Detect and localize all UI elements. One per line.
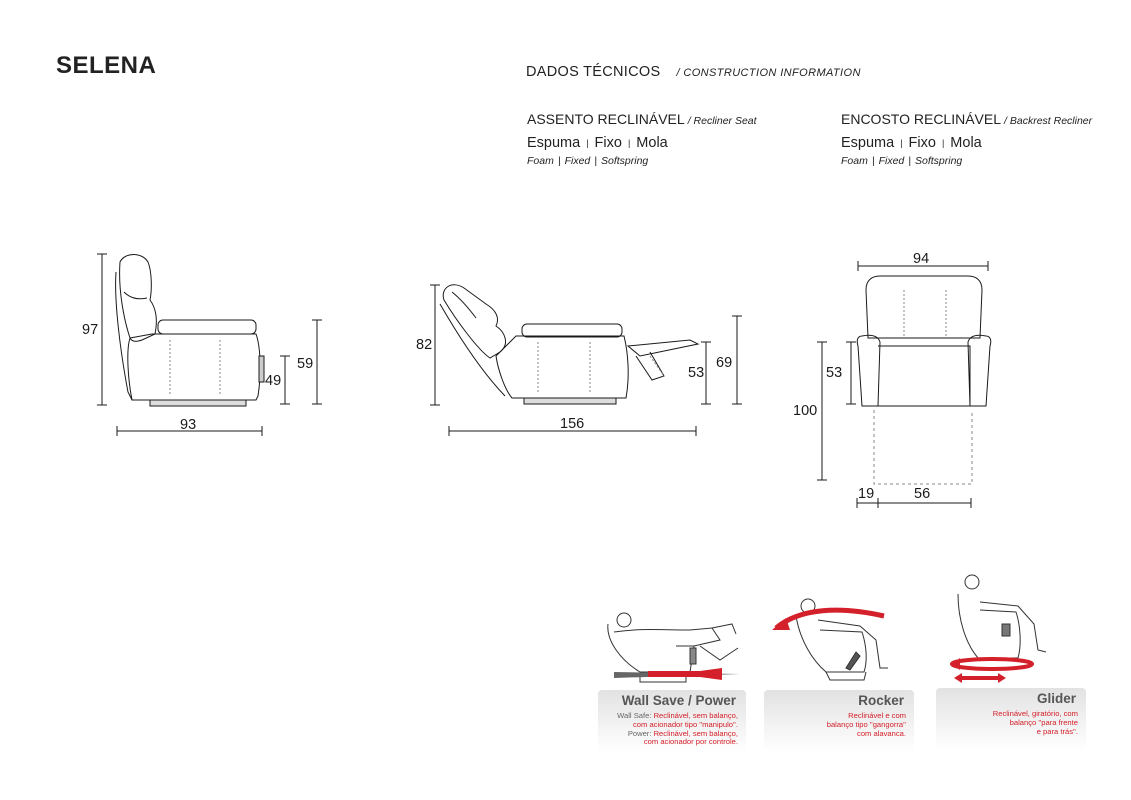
mechanism-card-wall-save — [598, 690, 746, 752]
reclined-dimension-lines — [430, 285, 742, 436]
tech-heading-pt: DADOS TÉCNICOS — [526, 64, 661, 80]
mechanism-line: com alavanca. — [857, 728, 906, 738]
mechanism-card-rocker — [764, 690, 914, 752]
mechanism-line: e para trás''. — [1036, 726, 1078, 736]
seat-materials: Espuma | Fixo | Mola — [527, 135, 668, 151]
front-width-label: 94 — [913, 251, 930, 267]
side-width-label: 93 — [180, 417, 197, 433]
side-arm-height-label: 59 — [297, 356, 314, 372]
backrest-title-en: / Backrest Recliner — [1004, 115, 1093, 127]
tech-heading-en: / CONSTRUCTION INFORMATION — [676, 67, 861, 79]
backrest-material-fixed-en: Fixed — [878, 155, 905, 167]
front-dimension-lines — [817, 261, 988, 508]
reclined-seat-height-label: 53 — [688, 365, 705, 381]
wall-save-arrow — [614, 668, 740, 680]
reclined-view-drawing — [440, 285, 698, 404]
mechanism-description — [617, 712, 738, 747]
product-title: SELENA — [56, 52, 157, 79]
mechanism-line: Reclinável, sem balanço, — [653, 728, 738, 738]
side-view-drawing — [116, 255, 264, 407]
backrest-materials: Espuma | Fixo | Mola — [841, 135, 982, 151]
mechanism-description — [827, 712, 906, 738]
backrest-materials-en: Foam | Fixed | Softspring — [841, 155, 963, 167]
backrest-material-spring-en: Softspring — [915, 155, 963, 167]
reclined-arm-height-label: 69 — [716, 355, 733, 371]
reclined-height-label: 82 — [416, 337, 433, 353]
rocker-arrow — [772, 610, 884, 630]
seat-material-foam-en: Foam — [527, 155, 554, 167]
backrest-material-fixed: Fixo — [908, 135, 936, 151]
front-depth-label: 100 — [793, 403, 818, 419]
mechanism-title: Glider — [1036, 691, 1076, 706]
side-seat-height-label: 49 — [265, 373, 282, 389]
backrest-title-pt: ENCOSTO RECLINÁVEL — [841, 111, 1002, 127]
seat-material-foam: Espuma — [527, 135, 581, 151]
mechanism-card-glider — [936, 688, 1086, 750]
glider-arrows — [952, 658, 1032, 683]
mechanism-line: Reclinável, sem balanço, — [653, 711, 738, 720]
mechanism-title: Wall Save / Power — [621, 693, 736, 708]
backrest-material-foam-en: Foam — [841, 155, 868, 167]
backrest-material-foam: Espuma — [841, 135, 895, 151]
front-seat-height-label: 53 — [826, 365, 843, 381]
reclined-length-label: 156 — [560, 416, 585, 432]
seat-material-fixed: Fixo — [594, 135, 622, 151]
seat-title-en: / Recliner Seat — [687, 115, 757, 127]
seat-title-pt: ASSENTO RECLINÁVEL — [527, 111, 685, 127]
seat-material-fixed-en: Fixed — [564, 155, 591, 167]
seat-materials-en: Foam | Fixed | Softspring — [527, 155, 649, 167]
front-view-drawing — [857, 276, 991, 484]
mechanism-line-label: Power: — [627, 728, 652, 738]
mechanism-line: com acionador tipo ''manipulo''. — [633, 719, 738, 729]
seat-material-spring: Mola — [636, 135, 668, 151]
mechanism-line: com acionador por controle. — [643, 737, 738, 747]
front-seat-width-label: 56 — [914, 486, 931, 502]
seat-material-spring-en: Softspring — [601, 155, 649, 167]
glider-illustration — [958, 575, 1046, 658]
mechanism-line: balanço tipo ''gangorra'' — [826, 719, 906, 729]
mechanism-line: Reclinável e com — [848, 711, 906, 720]
front-arm-width-label: 19 — [858, 486, 875, 502]
mechanism-description — [993, 710, 1078, 736]
side-dimension-lines — [97, 254, 322, 436]
backrest-material-spring: Mola — [950, 135, 982, 151]
mechanism-line: Reclinável, giratório, com — [992, 709, 1078, 718]
mechanism-line-label: Wall Safe: — [617, 711, 652, 720]
side-height-label: 97 — [82, 322, 99, 338]
mechanism-title: Rocker — [858, 693, 904, 708]
mechanism-line: balanço ''para frente — [1009, 717, 1078, 727]
